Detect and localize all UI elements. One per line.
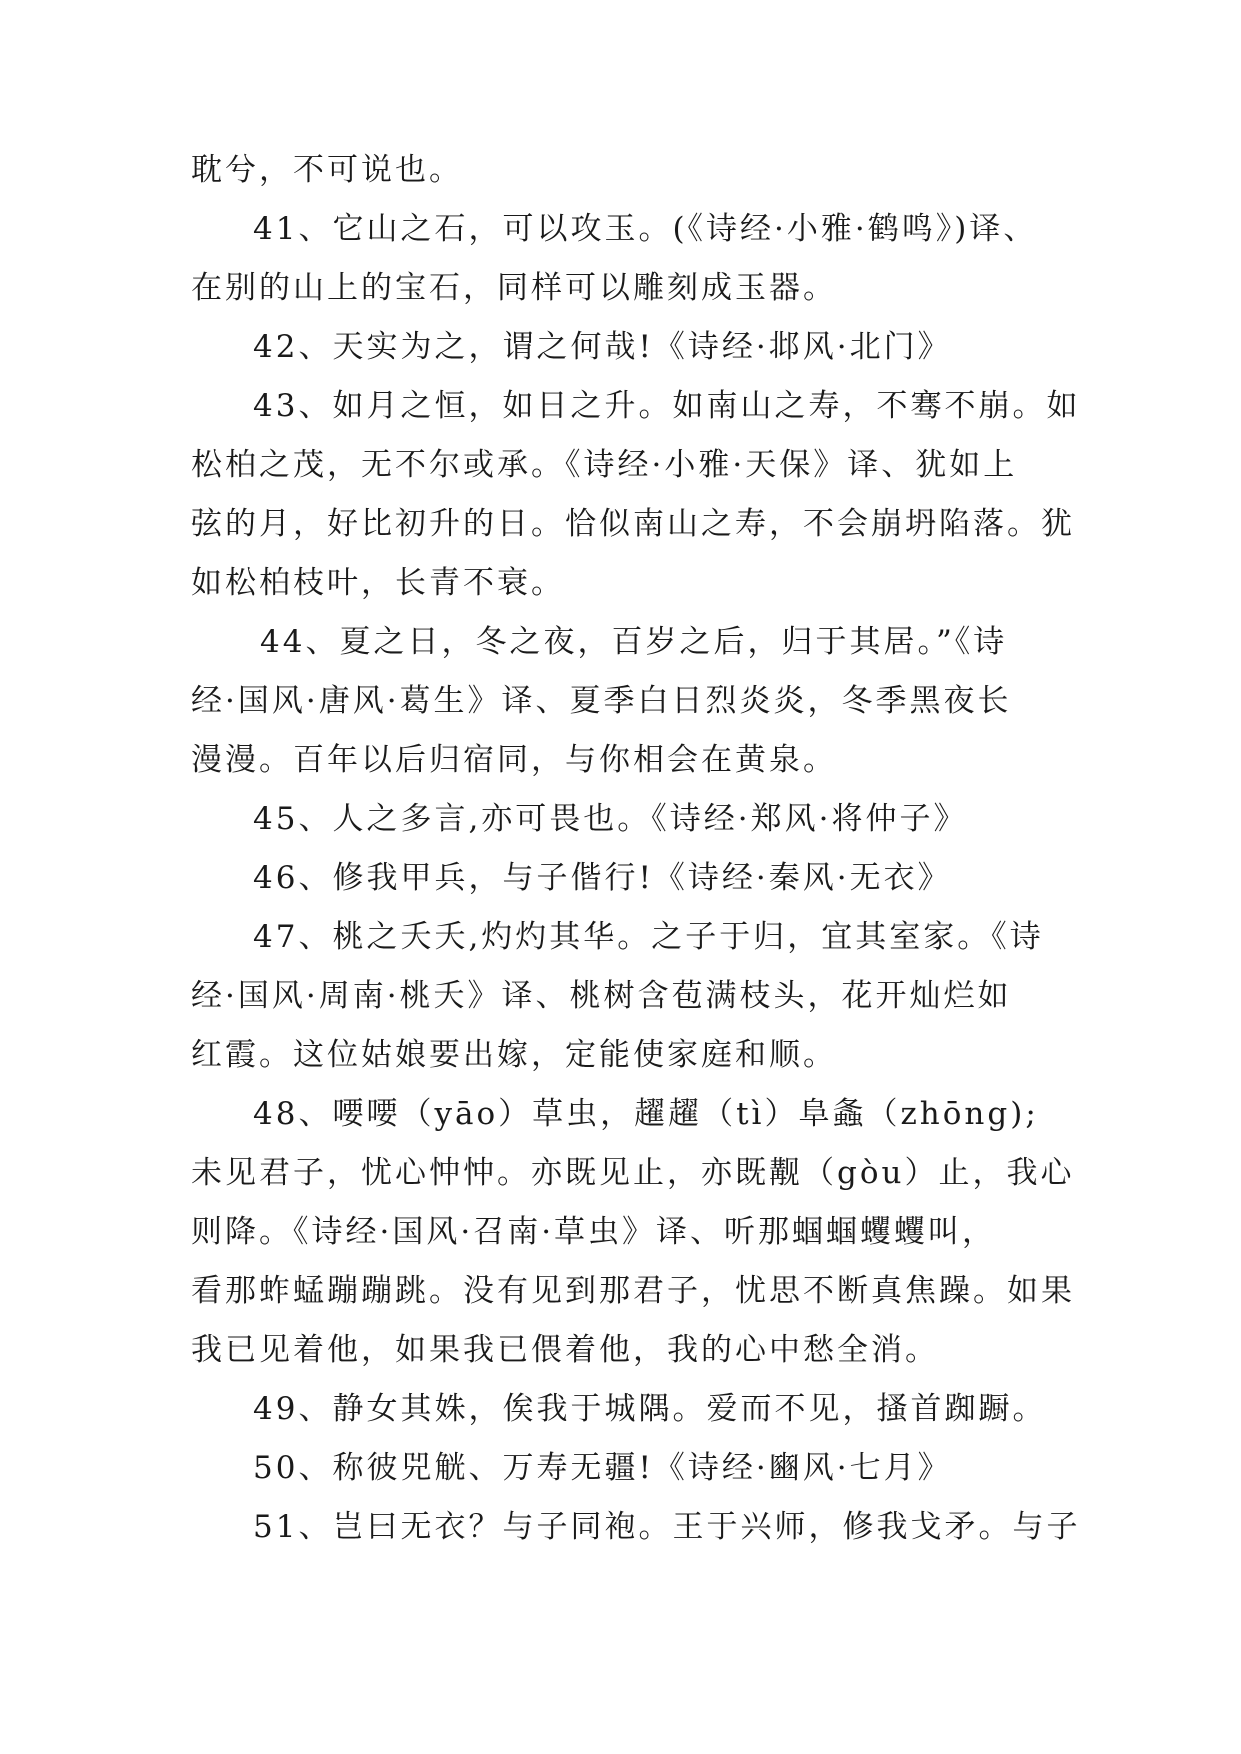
text-line: 看那蚱蜢蹦蹦跳。没有见到那君子，忧思不断真焦躁。如果 [191, 1273, 1075, 1309]
text-line: 47、桃之夭夭,灼灼其华。之子于归，宜其室家。《诗 [253, 919, 1044, 955]
text-line: 漫漫。百年以后归宿同，与你相会在黄泉。 [191, 742, 837, 778]
text-line: 50、称彼兕觥、万寿无疆!《诗经·豳风·七月》 [253, 1450, 952, 1486]
text-line: 46、修我甲兵，与子偕行!《诗经·秦风·无衣》 [253, 860, 952, 896]
text-line: 51、岂曰无衣？与子同袍。王于兴师，修我戈矛。与子 [253, 1509, 1081, 1545]
text-line: 43、如月之恒，如日之升。如南山之寿，不骞不崩。如 [253, 388, 1081, 424]
text-line: 45、人之多言,亦可畏也。《诗经·郑风·将仲子》 [253, 801, 968, 837]
text-line: 在别的山上的宝石，同样可以雕刻成玉器。 [191, 270, 837, 306]
text-line: 41、它山之石，可以攻玉。(《诗经·小雅·鹤鸣》)译、 [253, 211, 1038, 247]
text-line: 弦的月，好比初升的日。恰似南山之寿，不会崩坍陷落。犹 [191, 506, 1075, 542]
text-line: 松柏之茂，无不尔或承。《诗经·小雅·天保》译、犹如上 [191, 447, 1018, 483]
text-line: 49、静女其姝，俟我于城隅。爱而不见，搔首踟蹰。 [253, 1391, 1047, 1427]
text-line: 则降。《诗经·国风·召南·草虫》译、听那蝈蝈蠼蠼叫， [191, 1214, 997, 1250]
text-line: 红霞。这位姑娘要出嫁，定能使家庭和顺。 [191, 1037, 837, 1073]
text-line: 如松柏枝叶，长青不衰。 [191, 565, 565, 601]
text-line: 我已见着他，如果我已偎着他，我的心中愁全消。 [191, 1332, 939, 1368]
text-line: 48、喓喓（yāo）草虫，趯趯（tì）阜螽（zhōng); [253, 1096, 1039, 1132]
text-line: 未见君子，忧心忡忡。亦既见止，亦既觏（gòu）止，我心 [191, 1155, 1075, 1191]
text-line: 44、夏之日，冬之夜，百岁之后，归于其居。”《诗 [260, 624, 1008, 660]
text-line: 经·国风·周南·桃夭》译、桃树含苞满枝头，花开灿烂如 [191, 978, 1012, 1014]
text-line: 42、天实为之，谓之何哉!《诗经·邶风·北门》 [253, 329, 952, 365]
text-line: 经·国风·唐风·葛生》译、夏季白日烈炎炎，冬季黑夜长 [191, 683, 1012, 719]
text-line: 耽兮，不可说也。 [191, 152, 463, 188]
